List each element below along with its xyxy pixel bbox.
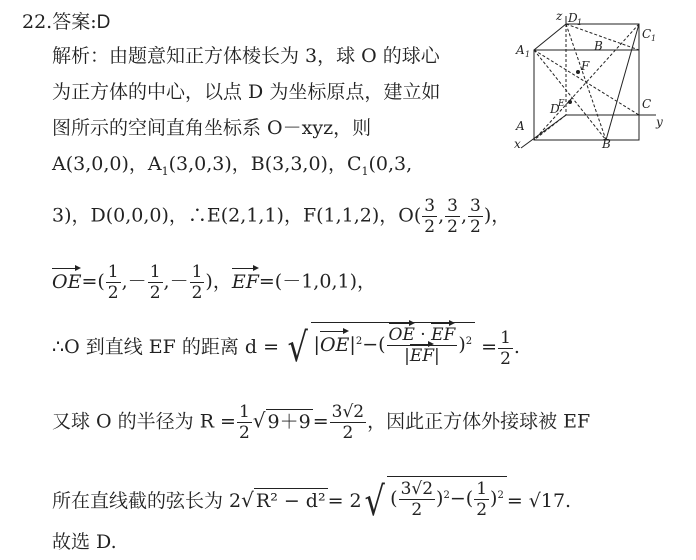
- point-b-c1: (3,0,3)，B(3,3,0)，C: [168, 153, 362, 175]
- chord-radicand: R² − d²: [255, 490, 326, 512]
- distance-result: $\frac{1}{2}$: [500, 327, 511, 369]
- chord-line: 所在直线截的弦长为 2√ R² − d² = 2 √ ( $\frac{3√2}{2}$ )$^2$−( $\frac{1}{2}$ )$^2$ = √17.: [52, 476, 571, 528]
- svg-text:A: A: [516, 119, 525, 133]
- chord-prefix: 所在直线截的弦长为 2: [52, 490, 242, 512]
- svg-text:C: C: [642, 27, 652, 41]
- svg-text:y: y: [656, 115, 663, 129]
- answer-header: 22.答案:D: [22, 11, 111, 33]
- cube-figure: [506, 10, 671, 150]
- conclusion: 故选 D.: [52, 531, 117, 553]
- vector-oe: OE: [52, 270, 82, 293]
- chord-sqrt: √ ( $\frac{3√2}{2}$ )$^2$−( $\frac{1}{2}$ )$^2$: [362, 476, 507, 528]
- radius-line: 又球 O 的半径为 R = $\frac{1}{2}$ √ 9＋9 = $\frac{3√2}{2}$ ，因此正方体外接球被 EF: [52, 402, 591, 443]
- point-a: A(3,0,0)，: [52, 153, 148, 175]
- svg-text:z: z: [556, 10, 563, 23]
- chord-result: = √17.: [506, 490, 572, 512]
- answer-value: D: [96, 12, 111, 33]
- points-d-e-f-o: 3)，D(0,0,0)，∴E(2,1,1)，F(1,1,2)，O(: [52, 204, 422, 227]
- point-e-dot: [568, 100, 572, 104]
- distance-line: ∴O 到直线 EF 的距离 d = √ $|OE|^2-$( $\frac{OE \cdot EF}{|EF|}$ )$^2$ = $\frac{1}{2}$ .: [52, 322, 520, 374]
- radius-result: $\frac{3√2}{2}$: [331, 402, 365, 443]
- radius-suffix: ，因此正方体外接球被 EF: [367, 410, 591, 433]
- answer-label: 答案: [52, 11, 91, 33]
- distance-prefix: ∴O 到直线 EF 的距离 d =: [52, 336, 279, 358]
- svg-text:x: x: [514, 137, 521, 150]
- fraction-half-1: $\frac{1}{2}$: [107, 262, 119, 303]
- svg-text:1: 1: [651, 34, 657, 43]
- fraction-radius-coef: $\frac{1}{2}$: [238, 402, 250, 443]
- svg-text:1: 1: [525, 50, 531, 59]
- analysis-line-3: 图所示的空间直角坐标系 O－xyz，则: [52, 117, 372, 139]
- svg-text:B: B: [594, 39, 603, 53]
- fraction-o-z: $\frac{3}{2}$: [470, 196, 481, 237]
- point-c1-subscript: 1: [361, 165, 369, 178]
- svg-text:B: B: [602, 137, 611, 150]
- point-a1: A: [147, 153, 162, 175]
- analysis-line-2: 为正方体的中心，以点 D 为坐标原点，建立如: [52, 81, 441, 103]
- svg-text:D: D: [568, 11, 578, 25]
- point-f-dot: [576, 70, 580, 74]
- fraction-half-3: $\frac{1}{2}$: [191, 262, 203, 303]
- svg-text:C: C: [642, 97, 652, 111]
- coordinates-line-2: 3)，D(0,0,0)，∴E(2,1,1)，F(1,1,2)，O( $\frac{3}{2}$ , $\frac{3}{2}$ , $\frac{3}{2}$ )，: [52, 196, 511, 237]
- svg-text:F: F: [581, 59, 590, 73]
- point-a1-subscript: 1: [161, 165, 169, 178]
- question-number: 22.: [22, 11, 53, 33]
- vector-line: OE=( $\frac{1}{2}$ ,－ $\frac{1}{2}$ ,－ $\frac{1}{2}$ )，EF=(－1,0,1)，: [52, 262, 376, 303]
- svg-text:1: 1: [577, 18, 583, 27]
- radius-radicand: 9＋9: [267, 410, 311, 433]
- radius-prefix: 又球 O 的半径为 R =: [52, 410, 236, 433]
- coordinates-line-1: [52, 152, 412, 179]
- analysis-line-1: 解析：由题意知正方体棱长为 3，球 O 的球心: [52, 45, 440, 67]
- fraction-half-2: $\frac{1}{2}$: [149, 262, 161, 303]
- distance-sqrt: √ $|OE|^2-$( $\frac{OE \cdot EF}{|EF|}$ )$^2$: [285, 322, 475, 374]
- svg-text:E: E: [558, 99, 565, 109]
- point-c1-coords: (0,3,: [368, 153, 413, 175]
- fraction-o-x: $\frac{3}{2}$: [424, 196, 436, 237]
- vector-ef: EF: [231, 270, 259, 293]
- svg-text:A: A: [516, 43, 525, 57]
- fraction-o-y: $\frac{3}{2}$: [447, 196, 458, 237]
- svg-text:D: D: [550, 102, 560, 116]
